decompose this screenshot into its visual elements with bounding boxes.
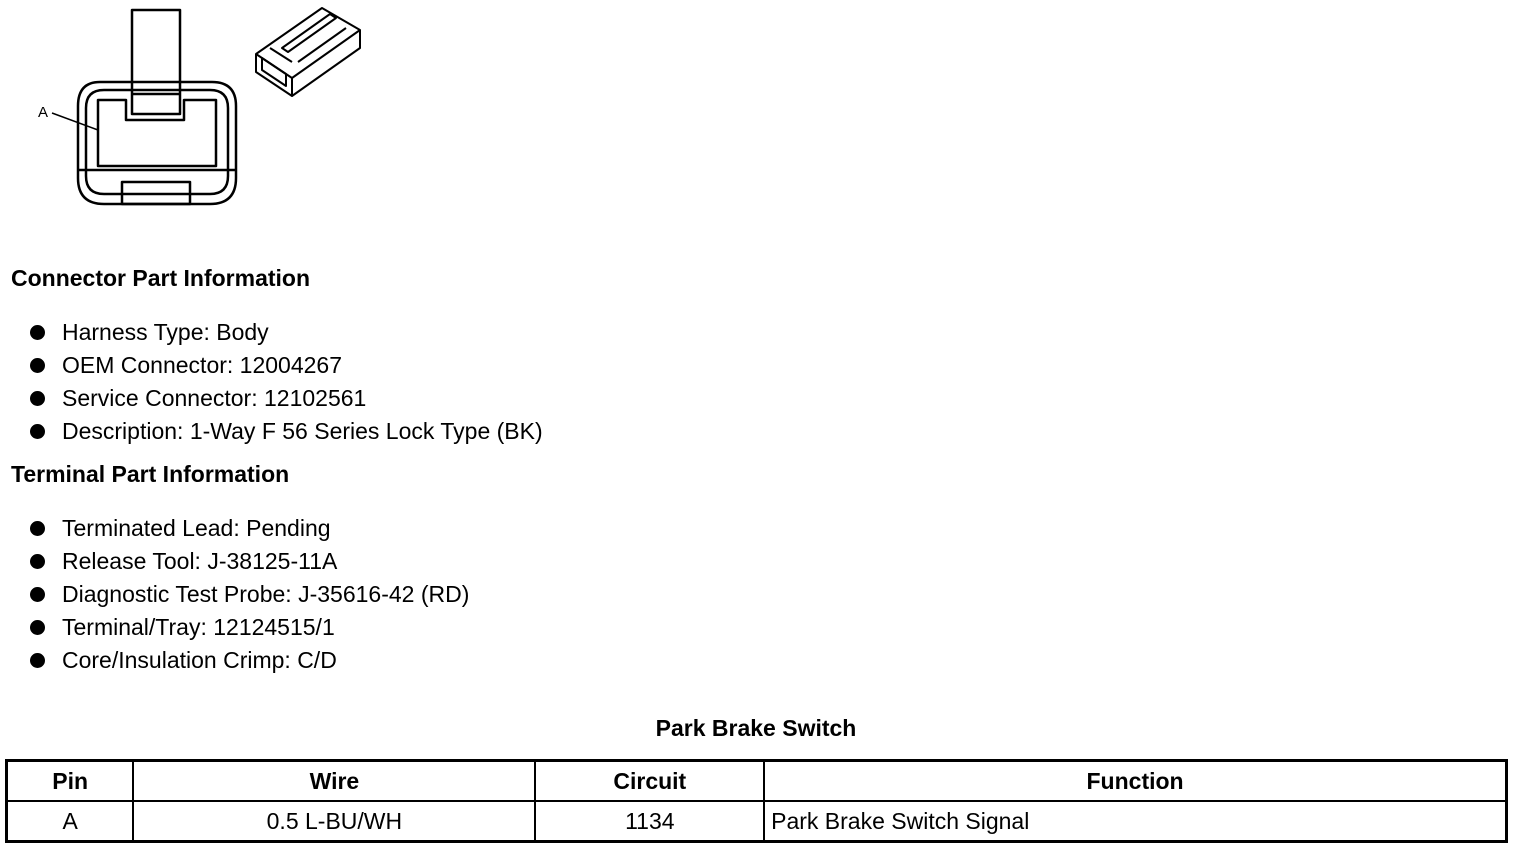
- bullet-icon: [30, 521, 45, 536]
- list-item: Harness Type: Body: [28, 316, 543, 349]
- connector-housing-inner-outline: [86, 90, 228, 194]
- terminal-part-information-heading: Terminal Part Information: [11, 461, 290, 487]
- bullet-icon: [30, 391, 45, 406]
- bullet-icon: [30, 554, 45, 569]
- pin-table: [5, 759, 1508, 843]
- cell-function: Park Brake Switch Signal: [764, 801, 1506, 842]
- bullet-icon: [30, 587, 45, 602]
- bullet-icon: [30, 653, 45, 668]
- callout-leader: [52, 113, 98, 130]
- bullet-icon: [30, 325, 45, 340]
- bullet-icon: [30, 424, 45, 439]
- cell-pin: A: [7, 801, 134, 842]
- list-item: Description: 1-Way F 56 Series Lock Type (BK): [28, 415, 543, 448]
- lock-tab: [132, 10, 180, 114]
- table-row: [7, 801, 1507, 842]
- bullet-icon: [30, 620, 45, 635]
- callout-label: A: [38, 104, 49, 121]
- cavity-a: [98, 100, 216, 166]
- list-item: Terminal/Tray: 12124515/1: [28, 611, 469, 644]
- list-item: Release Tool: J-38125-11A: [28, 545, 469, 578]
- pin-table-title: Park Brake Switch: [655, 715, 857, 741]
- connector-part-list: [28, 316, 543, 448]
- list-item: Terminated Lead: Pending: [28, 512, 469, 545]
- column-header-function: Function: [764, 761, 1506, 802]
- terminal-part-list: [28, 512, 469, 677]
- connector-face-diagram: [30, 0, 370, 215]
- cell-wire: 0.5 L-BU/WH: [133, 801, 535, 842]
- list-item: Service Connector: 12102561: [28, 382, 543, 415]
- table-header-row: [7, 761, 1507, 802]
- column-header-circuit: Circuit: [535, 761, 764, 802]
- column-header-wire: Wire: [133, 761, 535, 802]
- cell-circuit: 1134: [535, 801, 764, 842]
- list-item: OEM Connector: 12004267: [28, 349, 543, 382]
- list-item: Core/Insulation Crimp: C/D: [28, 644, 469, 677]
- list-item: Diagnostic Test Probe: J-35616-42 (RD): [28, 578, 469, 611]
- bullet-icon: [30, 358, 45, 373]
- column-header-pin: Pin: [7, 761, 134, 802]
- connector-part-information-heading: Connector Part Information: [11, 265, 311, 291]
- terminal-isometric-icon: [256, 8, 360, 96]
